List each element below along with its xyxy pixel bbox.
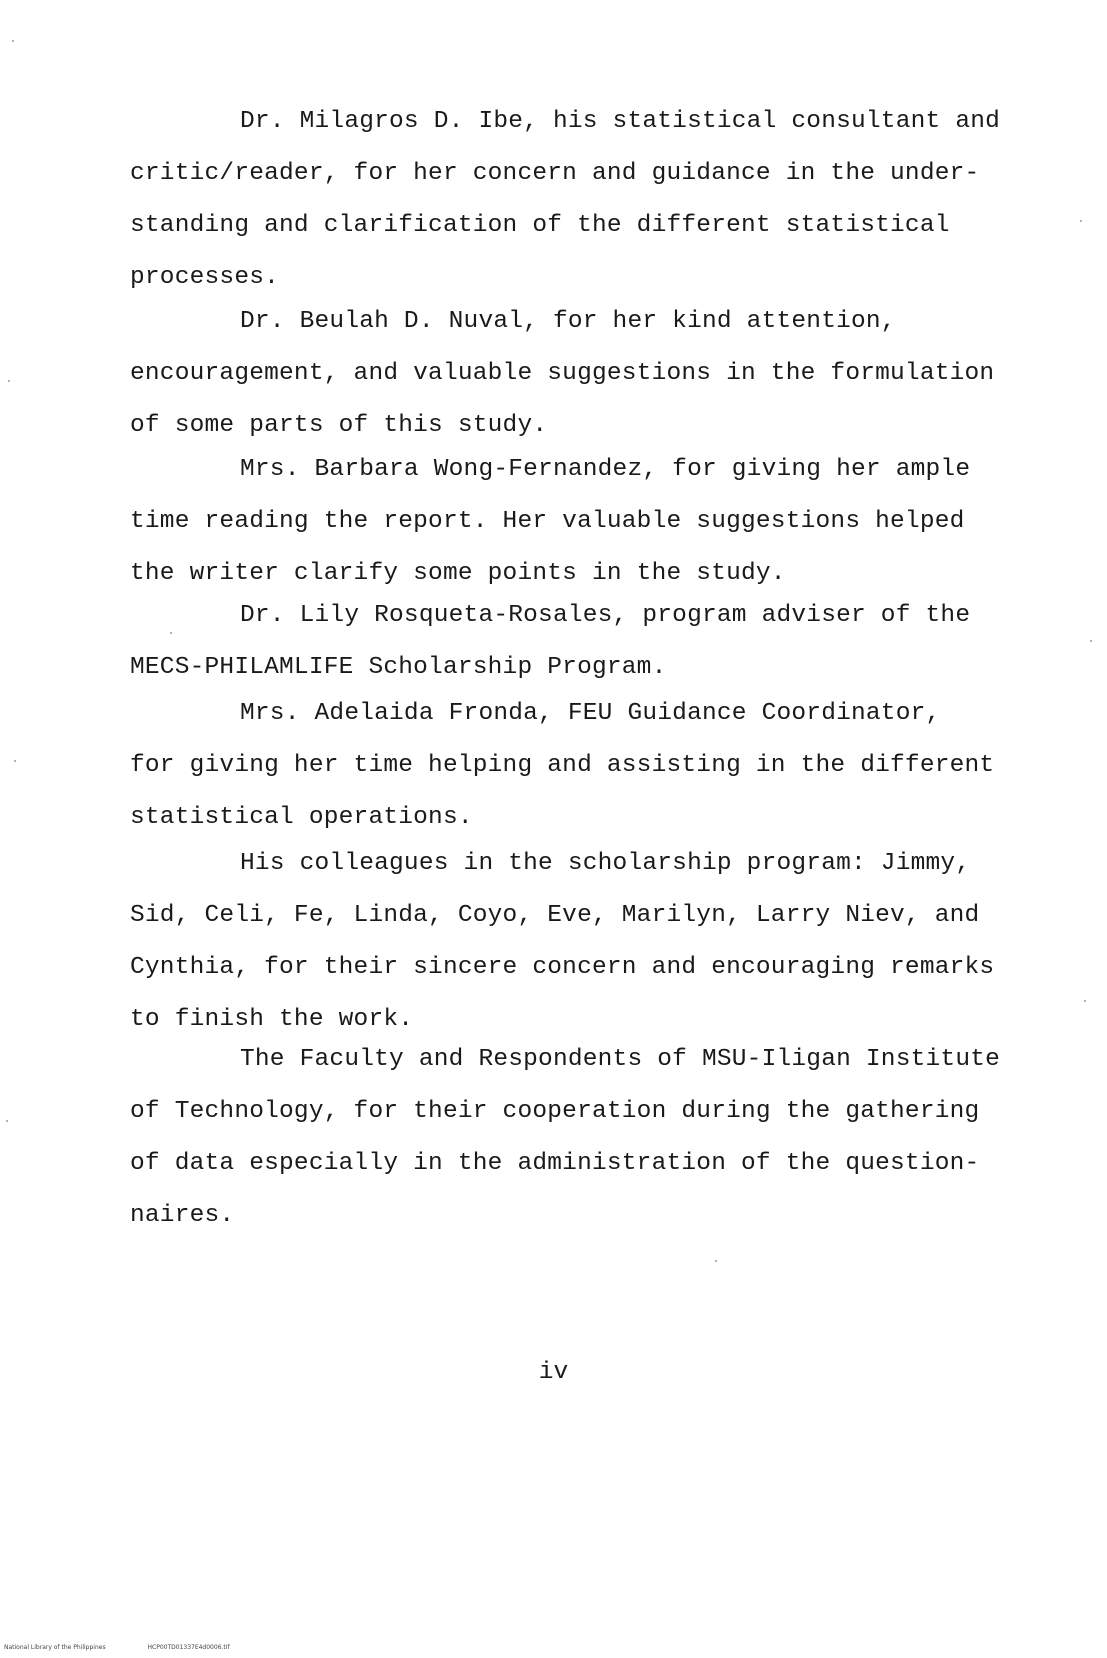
scan-speck	[14, 760, 16, 762]
scan-footer	[4, 1644, 270, 1652]
text-line: Dr. Lily Rosqueta-Rosales, program adviser of the	[240, 602, 971, 629]
acknowledgment-rosqueta-rosales	[130, 590, 1010, 694]
text-line: naires.	[130, 1202, 235, 1229]
acknowledgment-fronda	[130, 688, 1010, 844]
text-line: The Faculty and Respondents of MSU-Iligan Institute	[240, 1046, 1001, 1073]
text-line: for giving her time helping and assisting in the different	[130, 752, 995, 779]
text-line: critic/reader, for her concern and guidance in the under-	[130, 160, 980, 187]
text-line: Mrs. Adelaida Fronda, FEU Guidance Coordinator,	[240, 700, 941, 727]
footer-library-name: National Library of the Philippines	[4, 1644, 106, 1651]
acknowledgment-msu-iit	[130, 1034, 1010, 1242]
text-line: standing and clarification of the different statistical	[130, 212, 950, 239]
scan-speck	[1084, 1000, 1086, 1002]
scan-speck	[8, 380, 10, 382]
text-line: the writer clarify some points in the study.	[130, 560, 786, 587]
acknowledgment-nuval	[130, 296, 1010, 452]
text-line: processes.	[130, 264, 280, 291]
text-line: time reading the report. Her valuable suggestions helped	[130, 508, 965, 535]
text-line: Mrs. Barbara Wong-Fernandez, for giving her ample	[240, 456, 971, 483]
text-line: of data especially in the administration of the question-	[130, 1150, 980, 1177]
text-line: of Technology, for their cooperation during the gathering	[130, 1098, 980, 1125]
scan-speck	[6, 1120, 8, 1122]
text-line: of some parts of this study.	[130, 412, 548, 439]
scan-speck	[1090, 640, 1092, 642]
scan-speck	[12, 40, 14, 42]
text-line: MECS-PHILAMLIFE Scholarship Program.	[130, 654, 667, 681]
text-line: Dr. Beulah D. Nuval, for her kind attention,	[240, 308, 896, 335]
scan-speck	[170, 632, 172, 634]
text-line: statistical operations.	[130, 804, 473, 831]
scan-speck	[1080, 220, 1082, 222]
text-line: Dr. Milagros D. Ibe, his statistical consultant and	[240, 108, 1001, 135]
text-line: Sid, Celi, Fe, Linda, Coyo, Eve, Marilyn, Larry Niev, and	[130, 902, 980, 929]
scan-speck	[715, 1260, 717, 1262]
text-line: to finish the work.	[130, 1006, 414, 1033]
footer-file-id: HCP00TD01337E4d0006.tif	[147, 1644, 230, 1651]
acknowledgment-ibe	[130, 96, 1010, 304]
text-line: Cynthia, for their sincere concern and encouraging remarks	[130, 954, 995, 981]
acknowledgment-wong-fernandez	[130, 444, 1010, 600]
page-number: iv	[538, 1359, 569, 1386]
text-line: His colleagues in the scholarship program: Jimmy,	[240, 850, 971, 877]
acknowledgment-colleagues	[130, 838, 1010, 1046]
text-line: encouragement, and valuable suggestions in the formulation	[130, 360, 995, 387]
